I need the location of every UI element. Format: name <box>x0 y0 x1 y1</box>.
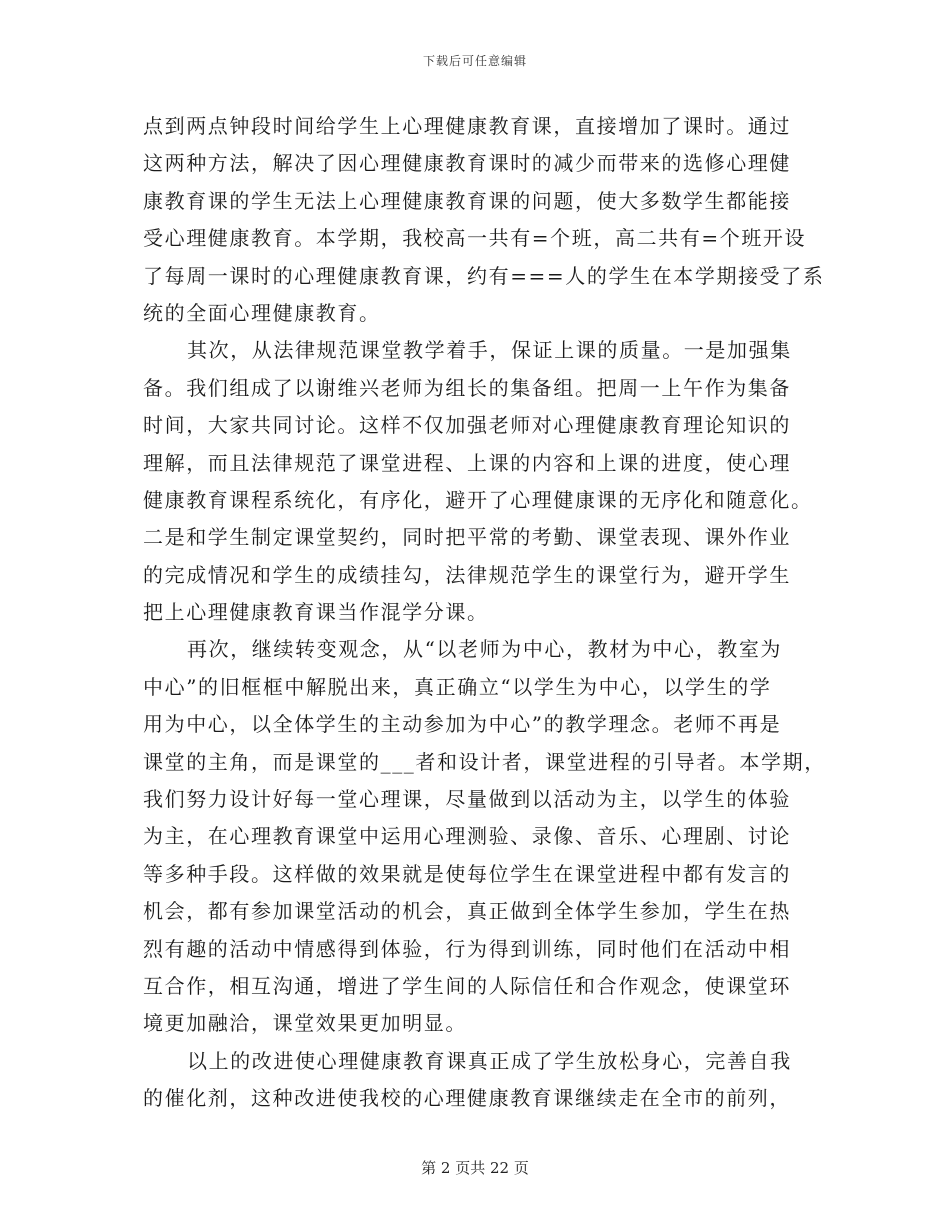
paragraph-first-line: 其次，从法律规范课堂教学着手，保证上课的质量。一是加强集 <box>187 338 792 363</box>
text-line: 把上心理健康教育课当作混学分课。 <box>143 600 489 625</box>
text-line: 等多种手段。这样做的效果就是使每位学生在课堂进程中都有发言的 <box>143 861 791 886</box>
text-line: 我们努力设计好每一堂心理课，尽量做到以活动为主，以学生的体验 <box>143 787 791 812</box>
text-line: 统的全面心理健康教育。 <box>143 300 381 325</box>
text-line: 用为中心，以全体学生的主动参加为中心”的教学理念。老师不再是 <box>143 712 782 737</box>
page-footer: 第 2 页共 22 页 <box>421 1159 529 1177</box>
text-line: 的完成情况和学生的成绩挂勾，法律规范学生的课堂行为，避开学生 <box>143 562 791 587</box>
text-line: 课堂的主角，而是课堂的___者和设计者，课堂进程的引导者。本学期， <box>143 749 826 774</box>
text-line: 的催化剂，这种改进使我校的心理健康教育课继续走在全市的前列， <box>143 1086 791 1111</box>
text-line: 时间，大家共同讨论。这样不仅加强老师对心理健康教育理论知识的 <box>143 413 791 438</box>
text-line: 二是和学生制定课堂契约，同时把平常的考勤、课堂表现、课外作业 <box>143 525 791 550</box>
text-line: 受心理健康教育。本学期，我校高一共有=个班，高二共有=个班开设 <box>143 226 807 251</box>
paragraph-first-line: 再次，继续转变观念，从“以老师为中心，教材为中心，教室为 <box>187 637 783 662</box>
text-line: 健康教育课程系统化，有序化，避开了心理健康课的无序化和随意化。 <box>143 487 813 512</box>
text-line: 备。我们组成了以谢维兴老师为组长的集备组。把周一上午作为集备 <box>143 375 791 400</box>
text-line: 中心”的旧框框中解脱出来，真正确立“以学生为中心，以学生的学 <box>143 674 772 699</box>
text-line: 互合作，相互沟通，增进了学生间的人际信任和合作观念，使课堂环 <box>143 973 791 998</box>
text-line: 康教育课的学生无法上心理健康教育课的问题，使大多数学生都能接 <box>143 188 791 213</box>
text-line: 点到两点钟段时间给学生上心理健康教育课，直接增加了课时。通过 <box>143 114 791 138</box>
page-header: 下载后可任意编辑 <box>422 54 527 68</box>
paragraph-first-line: 以上的改进使心理健康教育课真正成了学生放松身心，完善自我 <box>187 1048 792 1073</box>
text-line: 境更加融洽，课堂效果更加明显。 <box>143 1011 467 1036</box>
text-line: 烈有趣的活动中情感得到体验，行为得到训练，同时他们在活动中相 <box>143 936 791 961</box>
text-line: 了每周一课时的心理健康教育课，约有===人的学生在本学期接受了系 <box>143 263 825 288</box>
document-body <box>143 108 826 1118</box>
text-line: 理解，而且法律规范了课堂进程、上课的内容和上课的进度，使心理 <box>143 450 791 475</box>
text-line: 机会，都有参加课堂活动的机会，真正做到全体学生参加，学生在热 <box>143 899 791 924</box>
text-line: 这两种方法，解决了因心理健康教育课时的减少而带来的选修心理健 <box>143 151 791 176</box>
text-line: 为主，在心理教育课堂中运用心理测验、录像、音乐、心理剧、讨论 <box>143 824 791 849</box>
